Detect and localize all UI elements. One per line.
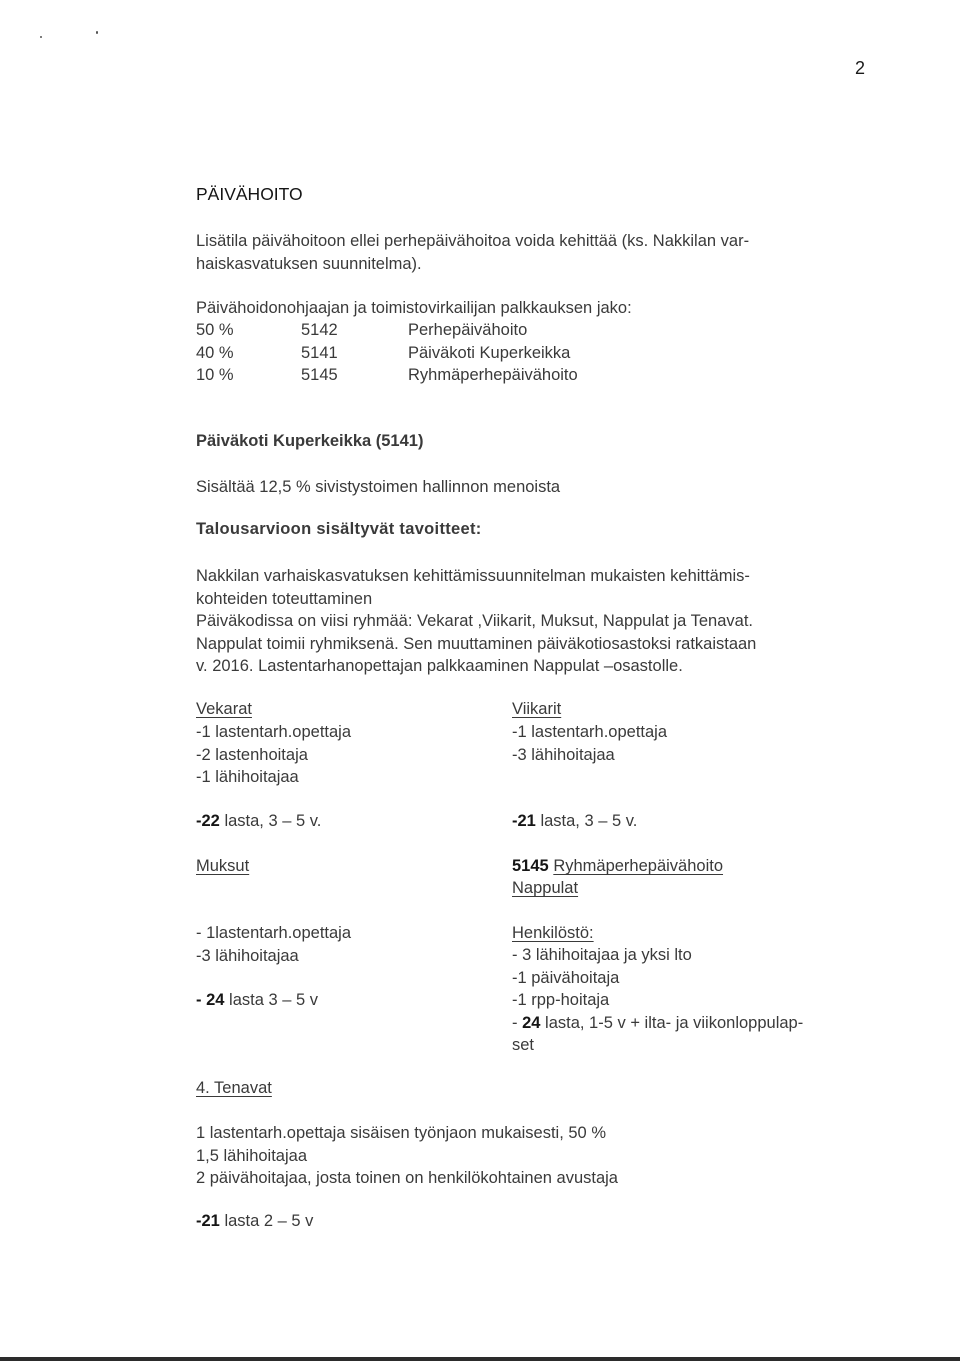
staff-line: 1,5 lähihoitajaa bbox=[196, 1146, 308, 1165]
salary-name: Päiväkoti Kuperkeikka bbox=[408, 343, 571, 362]
staff-heading: Henkilöstö: bbox=[512, 924, 594, 942]
staff-line: -3 lähihoitajaa bbox=[196, 946, 299, 965]
group-nappulat-children bbox=[512, 1012, 803, 1035]
scan-speck bbox=[96, 31, 98, 34]
scan-speck bbox=[40, 36, 42, 38]
staff-line: 1 lastentarh.opettaja sisäisen työnjaon mukaisesti, 50 % bbox=[196, 1124, 606, 1142]
staff-line: -1 lähihoitajaa bbox=[196, 768, 299, 786]
staff-line: 2 päivähoitajaa, josta toinen on henkilökohtainen avustaja bbox=[196, 1169, 618, 1187]
group-tenavat-title: 4. Tenavat bbox=[196, 1079, 272, 1097]
children-count: - 24 bbox=[196, 991, 225, 1009]
staff-line: -1 lastentarh.opettaja bbox=[196, 723, 352, 741]
staff-line: - 1lastentarh.opettaja bbox=[196, 924, 352, 942]
children-count: -21 bbox=[196, 1212, 220, 1230]
salary-pct: 10 % bbox=[196, 366, 234, 384]
staff-line: -1 päivähoitaja bbox=[512, 968, 620, 987]
salary-name: Perhepäivähoito bbox=[408, 321, 528, 339]
group-nappulat-staff bbox=[512, 944, 692, 1012]
goals-line: v. 2016. Lastentarhanopettajan palkkaaminen Nappulat –osastolle. bbox=[196, 657, 683, 675]
salary-pct: 50 % bbox=[196, 321, 234, 339]
goals-line: Nappulat toimii ryhmiksenä. Sen muuttaminen päiväkotiosastoksi ratkaistaan bbox=[196, 634, 757, 653]
salary-code: 5141 bbox=[301, 343, 338, 362]
group-tenavat-children bbox=[196, 1210, 313, 1233]
children-age: lasta, 1-5 v + ilta- ja viikonloppulap- bbox=[540, 1014, 804, 1032]
children-age-continued: set bbox=[512, 1036, 535, 1054]
staff-line: -2 lastenhoitaja bbox=[196, 745, 308, 764]
children-age: lasta, 3 – 5 v. bbox=[535, 812, 638, 830]
children-age: lasta, 3 – 5 v. bbox=[219, 812, 322, 830]
group-vekarat-children bbox=[196, 810, 321, 833]
group-vekarat-staff bbox=[196, 721, 351, 789]
children-count: -21 bbox=[512, 812, 536, 830]
group-muksut-children bbox=[196, 989, 318, 1012]
page-number: 2 bbox=[855, 58, 866, 78]
goals-line: Päiväkodissa on viisi ryhmää: Vekarat ,Viikarit, Muksut, Nappulat ja Tenavat. bbox=[196, 612, 753, 630]
group-viikarit-staff bbox=[512, 721, 667, 766]
staff-line: -1 rpp-hoitaja bbox=[512, 991, 610, 1009]
salary-intro: Päivähoidonohjaajan ja toimistovirkailijan palkkauksen jako: bbox=[196, 299, 632, 317]
staff-line: -3 lähihoitajaa bbox=[512, 745, 615, 764]
admin-share: Sisältää 12,5 % sivistystoimen hallinnon menoista bbox=[196, 478, 561, 496]
group-viikarit-title: Viikarit bbox=[512, 700, 562, 718]
group-vekarat-title: Vekarat bbox=[196, 700, 252, 718]
goals-line: Nakkilan varhaiskasvatuksen kehittämissuunnitelman mukaisten kehittämis- bbox=[196, 567, 750, 585]
intro-paragraph bbox=[196, 230, 749, 275]
salary-code: 5142 bbox=[301, 321, 338, 339]
page-title: PÄIVÄHOITO bbox=[196, 184, 303, 204]
salary-code: 5145 bbox=[301, 366, 338, 384]
salary-code-column bbox=[301, 319, 338, 387]
group-nappulat-title: Nappulat bbox=[512, 879, 579, 897]
unit-code: 5145 bbox=[512, 857, 549, 875]
scan-bottom-edge bbox=[0, 1357, 960, 1361]
salary-name-column bbox=[408, 319, 578, 387]
staff-line: - 3 lähihoitajaa ja yksi lto bbox=[512, 946, 692, 964]
group-viikarit-children bbox=[512, 810, 637, 833]
intro-line: haiskasvatuksen suunnitelma). bbox=[196, 254, 422, 273]
goals-paragraph bbox=[196, 565, 756, 678]
salary-name: Ryhmäperhepäivähoito bbox=[408, 366, 578, 384]
group-muksut-title: Muksut bbox=[196, 857, 250, 875]
salary-pct: 40 % bbox=[196, 343, 234, 362]
group-nappulat-header bbox=[512, 855, 723, 878]
salary-pct-column bbox=[196, 319, 234, 387]
children-age: lasta 3 – 5 v bbox=[224, 991, 318, 1009]
goals-heading: Talousarvioon sisältyvät tavoitteet: bbox=[196, 520, 482, 538]
section-heading: Päiväkoti Kuperkeikka (5141) bbox=[196, 432, 424, 450]
group-tenavat-staff bbox=[196, 1122, 618, 1190]
group-muksut-staff bbox=[196, 922, 351, 967]
intro-line: Lisätila päivähoitoon ellei perhepäivähoitoa voida kehittää (ks. Nakkilan var- bbox=[196, 232, 750, 250]
unit-title: Ryhmäperhepäivähoito bbox=[553, 857, 724, 875]
goals-line: kohteiden toteuttaminen bbox=[196, 589, 373, 608]
children-age: lasta 2 – 5 v bbox=[219, 1212, 314, 1230]
staff-line: -1 lastentarh.opettaja bbox=[512, 723, 668, 741]
children-count: -22 bbox=[196, 812, 220, 830]
children-count: 24 bbox=[522, 1014, 541, 1032]
children-prefix: - bbox=[512, 1014, 523, 1032]
